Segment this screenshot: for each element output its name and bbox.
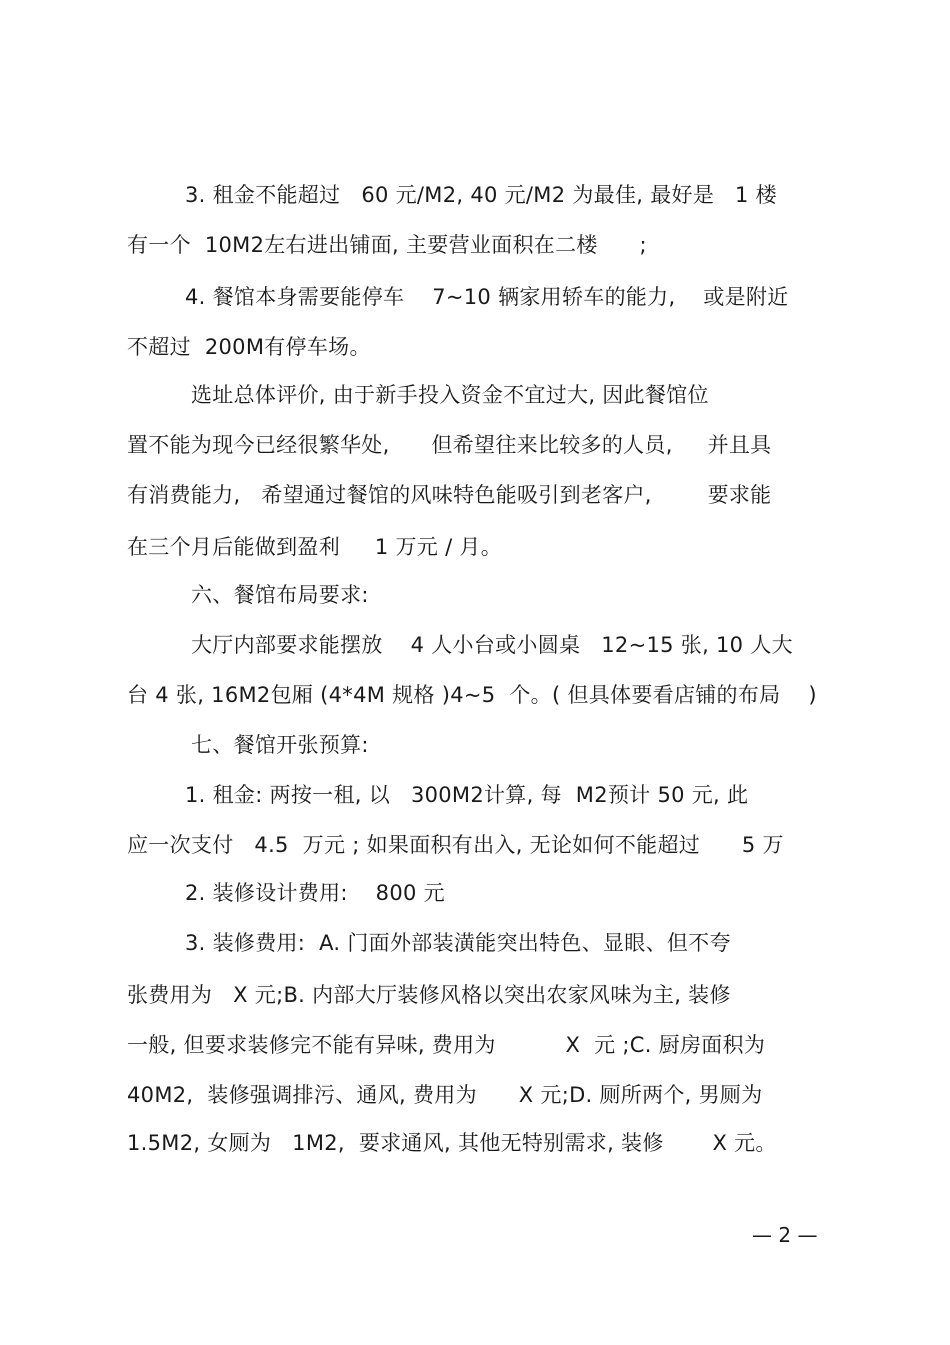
text-line: 4. 餐馆本身需要能停车 7~10 辆家用轿车的能力, 或是附近 — [185, 285, 789, 309]
text-line: 有消费能力, 希望通过餐馆的风味特色能吸引到老客户, 要求能 — [127, 483, 772, 507]
text-line: 3. 租金不能超过 60 元/M2, 40 元/M2 为最佳, 最好是 1 楼 — [185, 183, 777, 207]
text-line: 大厅内部要求能摆放 4 人小台或小圆桌 12~15 张, 10 人大 — [191, 633, 793, 657]
text-line: 应一次支付 4.5 万元 ; 如果面积有出入, 无论如何不能超过 5 万 — [127, 833, 784, 857]
text-line: 1. 租金: 两按一租, 以 300M2计算, 每 M2预计 50 元, 此 — [185, 783, 749, 807]
text-line: 不超过 200M有停车场。 — [127, 335, 371, 359]
section-heading: 六、餐馆布局要求: — [191, 583, 369, 607]
text-line: 一般, 但要求装修完不能有异味, 费用为 X 元 ;C. 厨房面积为 — [127, 1033, 766, 1057]
text-line: 1.5M2, 女厕为 1M2, 要求通风, 其他无特别需求, 装修 X 元。 — [127, 1131, 777, 1155]
text-line: 在三个月后能做到盈利 1 万元 / 月。 — [127, 535, 503, 559]
text-line: 2. 装修设计费用: 800 元 — [185, 881, 445, 905]
text-line: 40M2, 装修强调排污、通风, 费用为 X 元;D. 厕所两个, 男厕为 — [127, 1083, 763, 1107]
text-line: 有一个 10M2左右进出铺面, 主要营业面积在二楼 ; — [127, 233, 647, 257]
text-line: 台 4 张, 16M2包厢 (4*4M 规格 )4~5 个。( 但具体要看店铺的布局 ) — [127, 683, 817, 707]
page-number: — 2 — — [752, 1223, 818, 1247]
section-heading: 七、餐馆开张预算: — [191, 733, 369, 757]
text-line: 选址总体评价, 由于新手投入资金不宜过大, 因此餐馆位 — [191, 383, 709, 407]
text-line: 张费用为 X 元;B. 内部大厅装修风格以突出农家风味为主, 装修 — [127, 983, 731, 1007]
text-line: 3. 装修费用: A. 门面外部装潢能突出特色、显眼、但不夸 — [185, 931, 731, 955]
text-line: 置不能为现今已经很繁华处, 但希望往来比较多的人员, 并且具 — [127, 433, 772, 457]
